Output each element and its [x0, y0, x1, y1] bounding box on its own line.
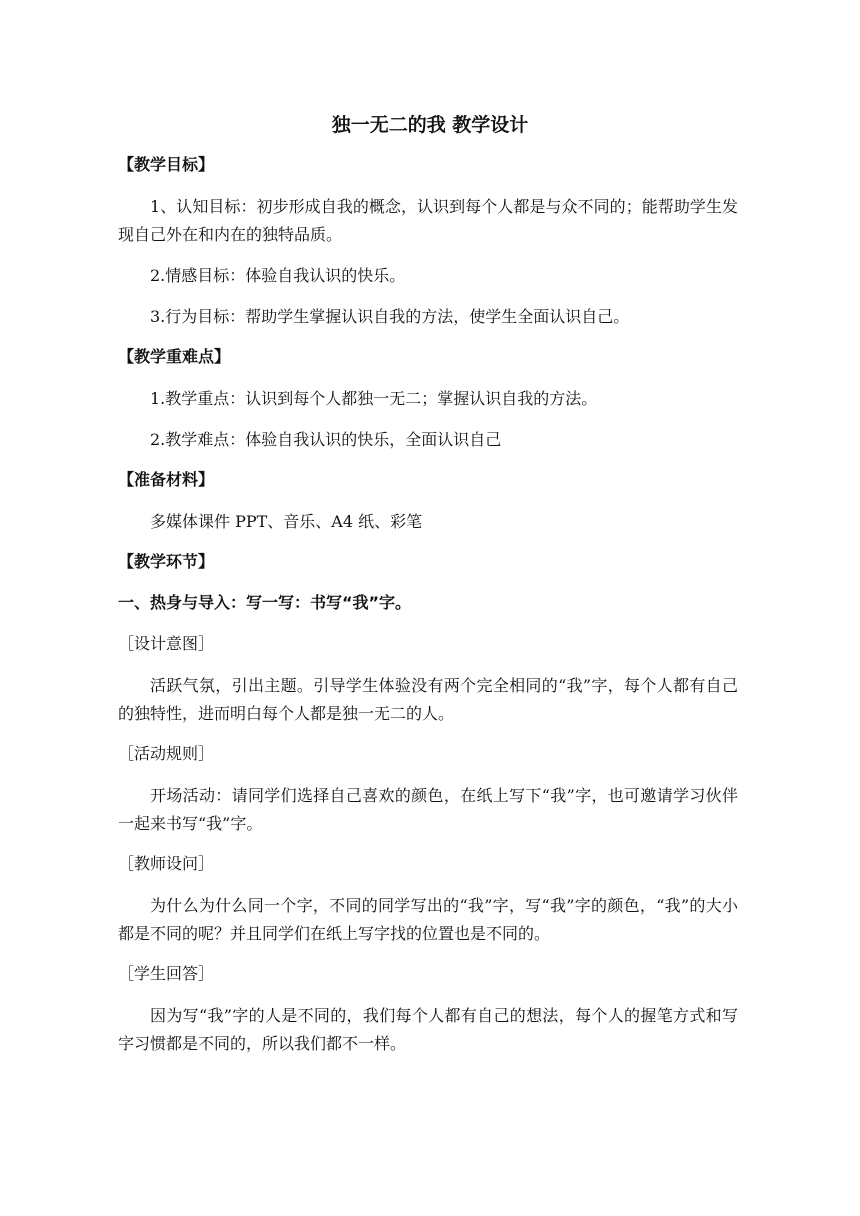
design-intent-text: 活跃气氛，引出主题。引导学生体验没有两个完全相同的“我”字，每个人都有自己的独特性，进而明白每个人都是独一无二的人。 — [118, 676, 738, 723]
key-point-focus: 1.教学重点：认识到每个人都独一无二；掌握认识自我的方法。 — [150, 389, 598, 408]
document-title: 独一无二的我 教学设计 — [331, 114, 529, 136]
key-point-difficulty: 2.教学难点：体验自我认识的快乐，全面认识自己 — [150, 430, 502, 449]
document-body — [118, 152, 738, 1071]
teacher-question-tag: ［教师设问］ — [118, 854, 215, 873]
step1-heading: 一、热身与导入：写一写：书写“我”字。 — [118, 593, 412, 612]
teacher-question-text: 为什么为什么同一个字，不同的同学写出的“我”字，写“我”字的颜色，“我”的大小都是不同的呢？并且同学们在纸上写字找的位置也是不同的。 — [118, 896, 738, 943]
section-heading-materials: 【准备材料】 — [118, 470, 215, 489]
materials-text: 多媒体课件 PPT、音乐、A4 纸、彩笔 — [150, 512, 423, 531]
activity-rules-tag: ［活动规则］ — [118, 744, 215, 763]
activity-rules-text: 开场活动：请同学们选择自己喜欢的颜色，在纸上写下“我”字，也可邀请学习伙伴一起来书写“我”字。 — [118, 786, 738, 833]
goal-item-emotional: 2.情感目标：体验自我认识的快乐。 — [150, 266, 406, 285]
section-heading-process: 【教学环节】 — [118, 552, 215, 571]
student-answer-text: 因为写“我”字的人是不同的，我们每个人都有自己的想法，每个人的握笔方式和写字习惯都是不同的，所以我们都不一样。 — [118, 1006, 738, 1053]
section-heading-goals: 【教学目标】 — [118, 155, 215, 174]
section-heading-key-points: 【教学重难点】 — [118, 347, 231, 366]
goal-item-cognitive: 1、认知目标：初步形成自我的概念，认识到每个人都是与众不同的；能帮助学生发现自己外在和内在的独特品质。 — [118, 197, 738, 244]
goal-item-behavioral: 3.行为目标：帮助学生掌握认识自我的方法，使学生全面认识自己。 — [150, 307, 630, 326]
student-answer-tag: ［学生回答］ — [118, 964, 215, 983]
design-intent-tag: ［设计意图］ — [118, 634, 215, 653]
